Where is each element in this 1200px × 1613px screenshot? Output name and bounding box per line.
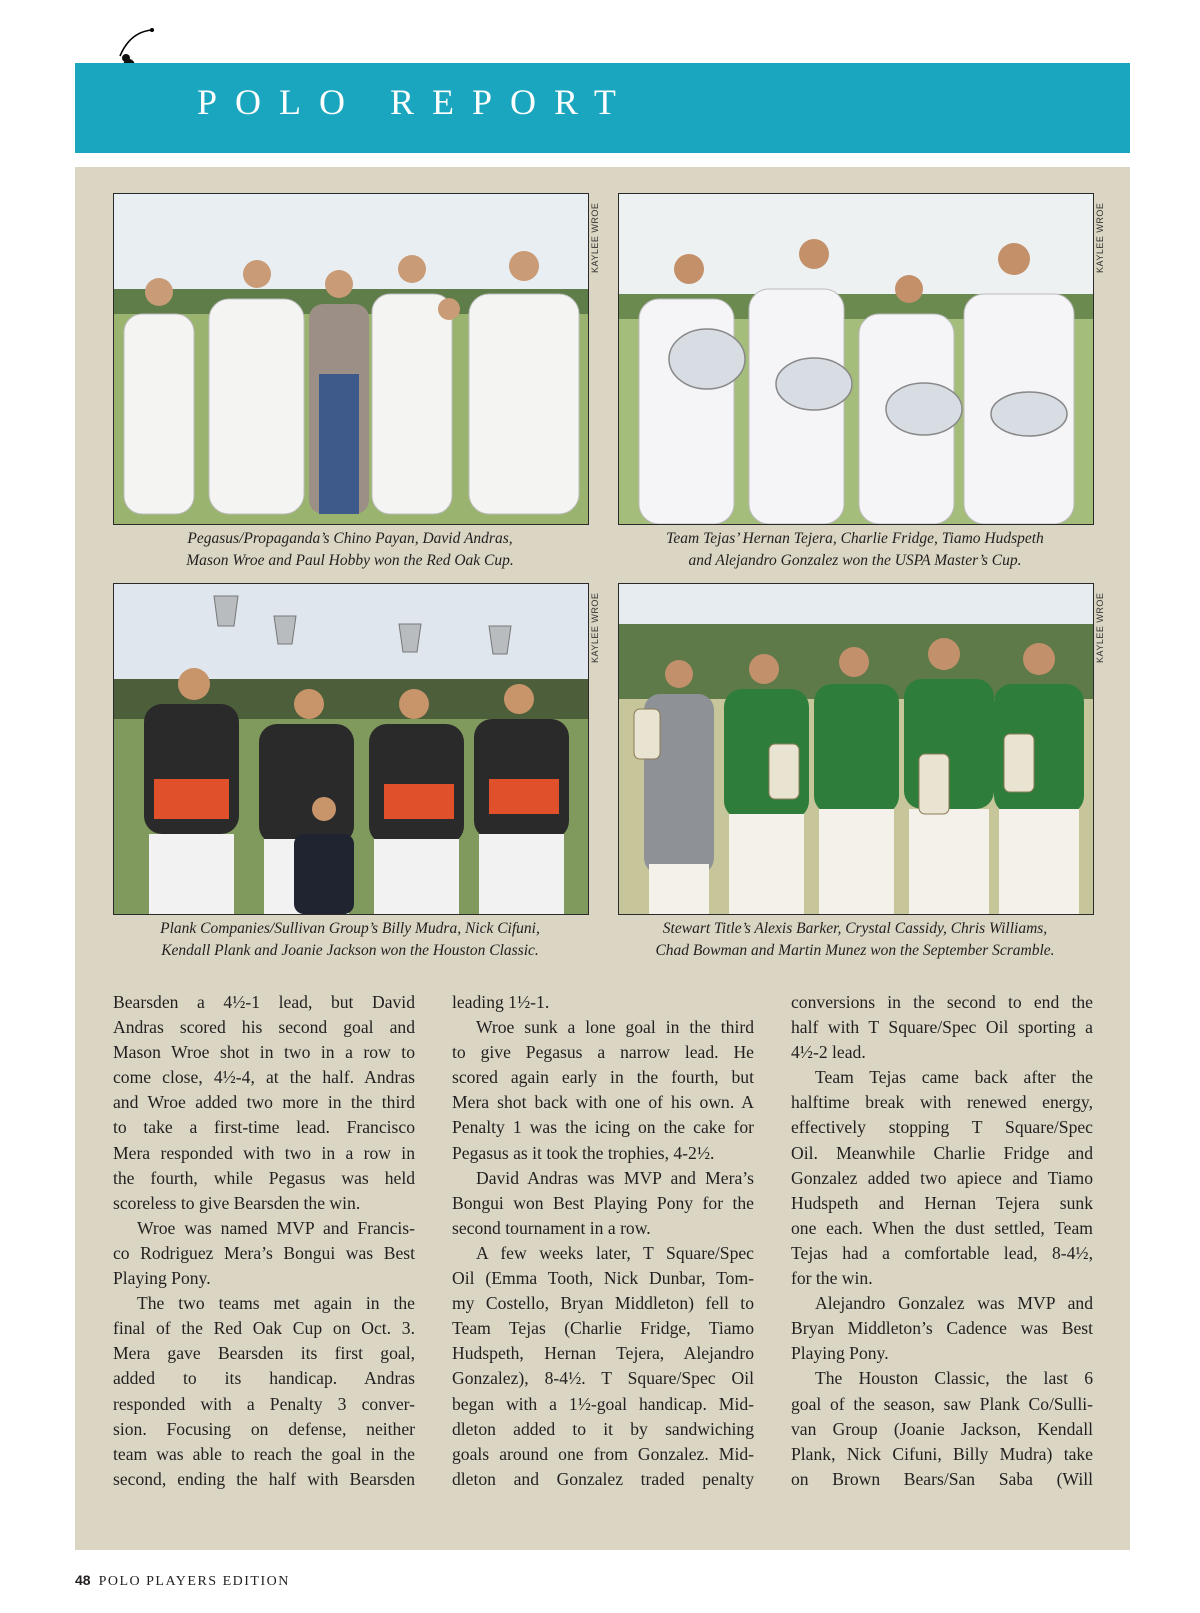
article-line: Team Tejas came back after the — [815, 1067, 1093, 1088]
section-title: POLO REPORT — [197, 82, 634, 122]
article-line: on Brown Bears/San Saba (Will — [791, 1468, 1093, 1489]
article-line: half with T Square/Spec Oil sporting a — [791, 1017, 1093, 1038]
photo-houston-classic — [113, 583, 589, 915]
article-line: Team Tejas (Charlie Fridge, Tiamo — [452, 1318, 754, 1339]
article-line: responded with a Penalty 3 conver- — [113, 1393, 415, 1414]
article-line: Tejas had a comfortable lead, 8-4½, — [791, 1242, 1093, 1263]
photo-red-oak-cup — [113, 193, 589, 525]
article-line: The two teams met again in the — [137, 1293, 415, 1314]
article-line: Wroe sunk a lone goal in the third — [476, 1017, 754, 1038]
article-line: and Wroe added two more in the third — [113, 1092, 415, 1113]
photo-caption: Team Tejas’ Hernan Tejera, Charlie Fridge, Tiamo Hudspeth and Alejandro Gonzalez won the USPA Master’s Cup. — [666, 530, 1044, 569]
photo-caption: Pegasus/Propaganda’s Chino Payan, David Andras, Mason Wroe and Paul Hobby won the Red Oak Cup. — [186, 530, 514, 569]
article-line: goals around one from Gonzalez. Mid- — [452, 1443, 754, 1464]
article-line: Bryan Middleton’s Cadence was Best — [791, 1318, 1093, 1339]
article-line: Oil (Emma Tooth, Nick Dunbar, Tom- — [452, 1268, 754, 1289]
article-line: one each. When the dust settled, Team — [791, 1217, 1093, 1238]
photo-september-scramble — [618, 583, 1094, 915]
article-line: goal of the season, saw Plank Co/Sulli- — [791, 1393, 1093, 1414]
article-line: sion. Focusing on defense, neither — [113, 1418, 415, 1439]
article-line: van Group (Joanie Jackson, Kendall — [791, 1418, 1093, 1439]
article-line: final of the Red Oak Cup on Oct. 3. — [113, 1318, 415, 1339]
article-line: 4½-2 lead. — [791, 1042, 866, 1063]
article-line: Bongui won Best Playing Pony for the — [452, 1192, 754, 1213]
article-line: dleton added to it by sandwiching — [452, 1418, 754, 1439]
photo-credit: KAYLEE WROE — [1095, 202, 1105, 273]
article-line: Playing Pony. — [113, 1268, 211, 1289]
article-line: Wroe was named MVP and Francis- — [137, 1217, 415, 1238]
article-line: the fourth, while Pegasus was held — [113, 1167, 415, 1188]
article-line: added to its handicap. Andras — [113, 1368, 415, 1389]
article-line: Hudspeth and Hernan Tejera sunk — [791, 1192, 1093, 1213]
article-line: leading 1½-1. — [452, 992, 550, 1012]
article-line: for the win. — [791, 1268, 873, 1289]
photo-uspa-masters-cup — [618, 193, 1094, 525]
publication-name: POLO PLAYERS EDITION — [98, 1574, 290, 1589]
page-footer — [75, 1572, 290, 1590]
article-column-2 — [452, 990, 754, 1492]
article-line: second tournament in a row. — [452, 1217, 651, 1238]
article-line: Andras scored his second goal and — [113, 1017, 415, 1038]
article-line: my Costello, Bryan Middleton) fell to — [452, 1293, 754, 1314]
article-line: scoreless to give Bearsden the win. — [113, 1192, 361, 1213]
article-line: scored again early in the fourth, but — [452, 1067, 754, 1088]
article-line: Mera shot back with one of his own. A — [452, 1092, 754, 1113]
article-line: Mason Wroe shot in two in a row to — [113, 1042, 415, 1063]
article-line: team was able to reach the goal in the — [113, 1443, 415, 1464]
article-line: Gonzalez), 8-4½. T Square/Spec Oil — [452, 1368, 754, 1389]
article-line: A few weeks later, T Square/Spec — [476, 1242, 754, 1263]
article-line: to give Pegasus a narrow lead. He — [452, 1042, 754, 1063]
article-line: to take a first-time lead. Francisco — [113, 1117, 415, 1138]
article-line: co Rodriguez Mera’s Bongui was Best — [113, 1242, 415, 1263]
photo-credit: KAYLEE WROE — [590, 592, 600, 663]
article-line: Gonzalez added two apiece and Tiamo — [791, 1167, 1093, 1188]
article-line: conversions in the second to end the — [791, 992, 1093, 1012]
article-line: Oil. Meanwhile Charlie Fridge and — [791, 1142, 1093, 1163]
photo-credit: KAYLEE WROE — [590, 202, 600, 273]
article-line: Bearsden a 4½-1 lead, but David — [113, 992, 415, 1012]
article-line: halftime break with renewed energy, — [791, 1092, 1093, 1113]
article-line: Alejandro Gonzalez was MVP and — [815, 1293, 1093, 1314]
article-line: second, ending the half with Bearsden — [113, 1468, 415, 1489]
article-line: Plank, Nick Cifuni, Billy Mudra) take — [791, 1443, 1093, 1464]
article-line: Penalty 1 was the icing on the cake for — [452, 1117, 754, 1138]
article-line: Hudspeth, Hernan Tejera, Alejandro — [452, 1343, 754, 1364]
article-column-3 — [791, 990, 1093, 1492]
article-line: Pegasus as it took the trophies, 4-2½. — [452, 1142, 715, 1163]
page-number: 48 — [75, 1572, 91, 1588]
section-header-band — [75, 63, 1130, 153]
article-column-1 — [113, 990, 415, 1492]
photo-caption: Plank Companies/Sullivan Group’s Billy Mudra, Nick Cifuni, Kendall Plank and Joanie Jackson won the Houston Classic. — [160, 920, 540, 959]
article-line: Mera responded with two in a row in — [113, 1142, 415, 1163]
article-line: began with a 1½-goal handicap. Mid- — [452, 1393, 754, 1414]
photo-caption: Stewart Title’s Alexis Barker, Crystal Cassidy, Chris Williams, Chad Bowman and Martin Munez won the September Scramble. — [655, 920, 1055, 959]
article-line: effectively stopping T Square/Spec — [791, 1117, 1093, 1138]
article-line: dleton and Gonzalez traded penalty — [452, 1468, 754, 1489]
article-line: The Houston Classic, the last 6 — [815, 1368, 1093, 1389]
article-line: David Andras was MVP and Mera’s — [476, 1167, 754, 1188]
article-line: Playing Pony. — [791, 1343, 889, 1364]
photo-credit: KAYLEE WROE — [1095, 592, 1105, 663]
article-line: Mera gave Bearsden its first goal, — [113, 1343, 415, 1364]
article-line: come close, 4½-4, at the half. Andras — [113, 1067, 415, 1088]
